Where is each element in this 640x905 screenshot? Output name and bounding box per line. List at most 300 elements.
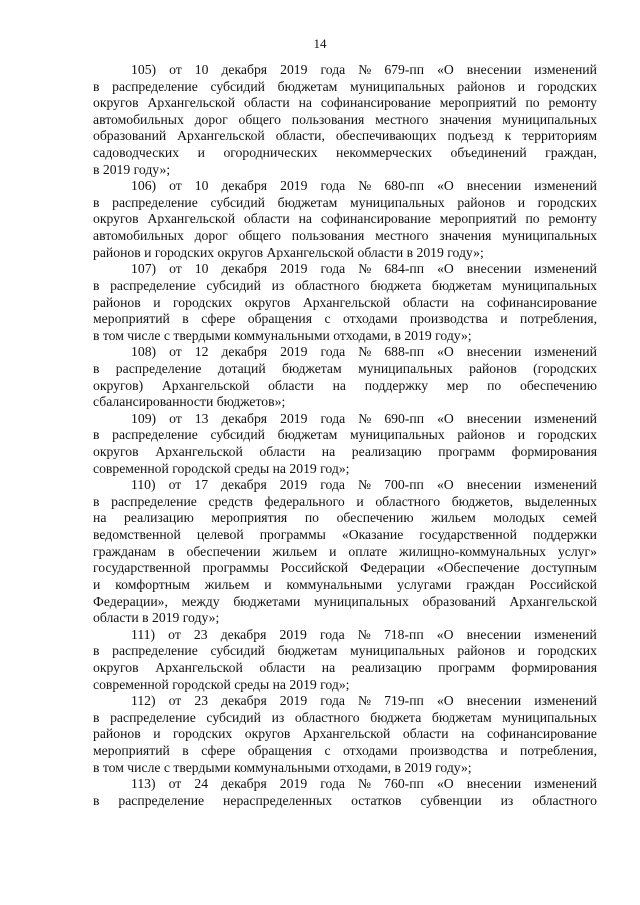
word: софинансирование [320,95,431,111]
word: декабря [221,477,267,493]
word: в [93,194,100,210]
word: 111) [131,626,156,642]
word: с [324,311,331,327]
word: с [324,742,331,758]
text-line [93,494,597,511]
text-line [93,560,597,577]
list-item [93,261,597,344]
word: мероприятий [439,211,517,227]
word: изменений [534,776,597,792]
word: от [169,261,182,277]
word: на [321,659,336,675]
word: районов [457,427,506,443]
word: мероприятий [439,95,517,111]
word: декабря [221,344,268,360]
word: районов [457,194,506,210]
word: огороднических [223,145,318,161]
word: в [142,610,149,626]
word: том [102,327,124,343]
word: на [321,444,336,460]
word: 110) [131,477,156,493]
text-line [93,760,597,777]
word: муниципальных [314,593,409,609]
word: 10 [194,178,209,194]
word: отходами [343,742,398,758]
word: декабря [221,693,267,709]
word: из [271,709,285,725]
word: мероприятий [93,742,170,758]
text-line [93,162,597,179]
word: отходами, [333,327,392,343]
word: обеспечению [336,510,414,526]
word: обеспечению [519,377,597,393]
word: реализацию [351,444,422,460]
word: 2019 [289,460,317,476]
word: распределение [110,277,196,293]
word: в [182,311,189,327]
word: на [461,294,475,310]
word: муниципальных [349,427,445,443]
word: и [144,244,152,260]
document-body [93,62,597,809]
word: 10 [194,261,209,277]
word: 718-пп [383,626,424,642]
word: местного [375,228,429,244]
word: и [153,294,161,310]
word: 108) [131,344,157,360]
text-line [93,211,597,228]
word: значения [439,228,492,244]
word: сфере [201,311,236,327]
word: в [93,792,100,808]
word: на [272,460,286,476]
word: «О [436,477,454,493]
word: сфере [201,742,236,758]
word: и [500,311,508,327]
word: муниципальных [502,111,597,127]
word: в [406,244,414,260]
word: формирования [511,659,597,675]
word: года [320,776,345,792]
text-line [93,195,597,212]
word: на [298,95,312,111]
word: районов [93,726,141,742]
word: подъезд [447,128,494,144]
word: областного [294,277,360,293]
word: граждан, [545,145,597,161]
text-line [93,95,597,112]
word: от [169,178,182,194]
word: ремонту [548,95,597,111]
word: 700-пп [384,477,424,493]
word: декабря [221,178,268,194]
word: 105) [131,62,157,77]
text-line [93,128,597,145]
word: муниципальных [357,360,453,376]
word: № [358,261,372,277]
text-line [93,510,597,527]
word: программы [259,527,326,543]
word: 107) [131,261,157,277]
word: области [402,294,449,310]
word: Архангельской [177,128,265,144]
text-line [93,726,597,743]
text-line [93,594,597,611]
word: года [320,62,346,77]
word: от [168,776,182,792]
word: декабря [221,62,268,77]
word: изменений [534,62,597,77]
word: поддержку [364,377,429,393]
word: софинансирование [320,211,431,227]
word: мероприятия [211,510,288,526]
list-item [93,178,597,261]
word: «О [436,693,454,709]
word: по [304,510,319,526]
word: округов [93,659,139,675]
word: 690-пп [384,410,425,426]
word: на [461,726,475,742]
text-line [93,477,597,494]
word: софинансирование [486,294,597,310]
text-line [93,178,597,195]
word: области [93,610,139,626]
word: на [93,510,107,526]
word: Федерации [360,560,425,576]
word: внесении [466,62,522,77]
word: 2019 [152,610,180,626]
word: изменений [534,178,597,194]
word: субсидий [210,78,265,94]
word: бюджета [370,277,422,293]
word: области, [275,128,325,144]
word: в [93,493,100,509]
word: потребления, [520,311,597,327]
word: 106) [131,178,157,194]
word: года [320,410,346,426]
word: субсидий [210,194,265,210]
word: изменений [534,693,597,709]
word: в [93,360,100,376]
word: «О [436,626,454,642]
word: программ [438,659,496,675]
word: году»; [182,610,220,626]
word: федерального [264,493,345,509]
word: 2019 [279,776,308,792]
word: программ [438,444,496,460]
text-line [93,328,597,345]
word: области [243,95,290,111]
word: из [271,277,285,293]
word: 719-пп [384,693,424,709]
word: от [168,626,181,642]
word: от [168,477,182,493]
text-line [93,411,597,428]
word: № [358,693,372,709]
word: некоммерческих [336,145,433,161]
word: округов [93,95,139,111]
text-line [93,278,597,295]
word: производства [409,742,488,758]
word: Федерации», [93,593,168,609]
word: области [243,211,290,227]
word: года [320,178,346,194]
list-item [93,627,597,693]
word: Архангельской [147,211,236,227]
word: декабря [221,261,268,277]
word: округов [93,211,139,227]
word: мероприятий [93,311,170,327]
word: муниципальных [502,709,597,725]
word: субсидий [206,277,261,293]
word: области [268,377,314,393]
word: по [525,95,540,111]
text-line [93,577,597,594]
word: семей [562,510,597,526]
word: Архангельской [155,659,243,675]
word: городских [537,194,597,210]
list-item [93,344,597,410]
word: муниципальных [502,277,597,293]
word: внесении [466,178,522,194]
word: 12 [194,344,209,360]
word: обращения [247,742,313,758]
word: услугами [397,576,452,592]
word: с [163,759,170,775]
word: году»; [435,327,472,343]
word: внесении [466,261,522,277]
word: от [169,410,182,426]
word: автомобильных [93,228,184,244]
word: округов [217,244,264,260]
word: коммунальными [234,327,330,343]
word: ремонту [548,211,597,227]
word: и [264,576,272,592]
word: по [487,377,502,393]
word: городских [537,427,597,443]
word: современной [93,460,169,476]
text-line [93,660,597,677]
word: государственной [419,527,517,543]
text-line [93,643,597,660]
word: 23 [193,626,208,642]
word: Архангельской [161,377,250,393]
word: объединений [450,145,527,161]
word: средств [208,493,253,509]
word: пользования [291,111,365,127]
text-line [93,627,597,644]
word: субвенции [420,792,482,808]
word: «Оказание [341,527,404,543]
word: дотаций [217,360,266,376]
word: № [358,477,372,493]
word: «О [437,344,454,360]
word: внесении [466,410,522,426]
word: субсидий [210,427,265,443]
word: 2019 [404,327,432,343]
word: № [358,178,372,194]
word: бюджетам [277,78,338,94]
word: твердыми [173,327,231,343]
word: бюджетами [233,593,301,609]
word: области [259,444,306,460]
word: и [329,543,337,559]
word: областного [375,493,441,509]
word: бюджетов, [451,493,514,509]
word: распределение [112,78,198,94]
word: году»; [133,161,171,177]
word: районов [469,360,517,376]
word: внесении [466,477,522,493]
word: субсидий [210,643,265,659]
text-line [93,378,597,395]
word: № [358,410,372,426]
word: № [358,62,372,77]
word: 2019 [279,693,308,709]
word: 2019 [416,244,444,260]
word: нераспределенных [223,792,333,808]
word: садоводческих [93,145,180,161]
word: и [93,576,101,592]
word: 2019 [289,676,317,692]
word: софинансирование [486,726,597,742]
word: комфортным [115,576,190,592]
word: изменений [534,477,597,493]
list-item [93,693,597,776]
word: городской [172,676,231,692]
word: году»; [435,759,472,775]
word: 112) [131,693,156,709]
word: изменений [534,261,597,277]
word: в [93,161,100,177]
word: областного [294,709,360,725]
word: государственной [93,560,191,576]
word: Архангельской [302,726,391,742]
word: 13 [194,410,209,426]
word: том [102,759,124,775]
word: года [320,477,345,493]
text-line [93,527,597,544]
text-line [93,261,597,278]
word: Архангельской [266,244,355,260]
word: Архангельской [302,294,391,310]
word: распределение [111,493,197,509]
word: твердыми [173,759,231,775]
word: бюджетам [277,427,338,443]
word: и [153,726,161,742]
word: современной [93,676,169,692]
text-line [93,427,597,444]
word: 2019 [280,178,308,194]
word: 2019 [280,62,308,77]
word: «Обеспечение [436,560,520,576]
word: год»; [320,676,350,692]
word: общего [238,111,282,127]
word: Российской [529,576,597,592]
word: обращения [247,311,313,327]
word: области [259,659,306,675]
word: от [168,693,182,709]
text-line [93,743,597,760]
word: округов) [93,377,144,393]
word: территориям [522,128,597,144]
word: городских [154,244,215,260]
word: бюджетам [281,360,342,376]
word: обеспечивающих [335,128,437,144]
word: Архангельской [509,593,597,609]
word: бюджетам [277,643,338,659]
word: года [320,261,346,277]
word: образований [93,128,167,144]
word: год»; [320,460,350,476]
word: в [93,277,100,293]
word: 680-пп [384,178,425,194]
word: сбалансированности [93,394,214,410]
word: 2019 [280,410,308,426]
text-line [93,544,597,561]
word: округов [244,726,291,742]
text-line [93,677,597,694]
word: 2019 [404,759,432,775]
word: № [358,776,372,792]
word: на [298,211,312,227]
page-number: 14 [313,36,327,51]
word: жильем [272,543,318,559]
text-line [93,693,597,710]
word: года [320,693,345,709]
word: 2019 [279,626,307,642]
word: в [394,759,401,775]
word: № [358,344,372,360]
word: 684-пп [384,261,425,277]
word: молодых [493,510,545,526]
word: местного [375,111,429,127]
word: и [356,493,364,509]
word: услуг» [557,543,597,559]
word: и [500,742,508,758]
word: дорог [194,111,228,127]
word: изменений [534,626,597,642]
word: областного [532,792,597,808]
word: распределение [112,643,198,659]
word: Архангельской [155,444,243,460]
word: и [517,194,526,210]
word: в [93,427,100,443]
word: бюджетам [431,277,492,293]
word: программы [202,560,269,576]
word: к [504,128,512,144]
word: городской [172,460,231,476]
text-line [93,145,597,162]
word: бюджета [370,709,422,725]
word: 2019 [280,344,308,360]
word: распределение [112,194,198,210]
word: районов [93,244,141,260]
text-line [93,444,597,461]
word: реализацию [351,659,422,675]
word: жильем [431,510,476,526]
word: внесении [466,626,522,642]
word: муниципальных [349,643,445,659]
word: и [517,78,526,94]
word: ведомственной [93,527,181,543]
word: в [93,78,100,94]
word: от [169,62,182,77]
word: жилищно-коммунальных [399,543,546,559]
word: «О [436,776,454,792]
word: 17 [194,477,209,493]
word: в [93,709,100,725]
